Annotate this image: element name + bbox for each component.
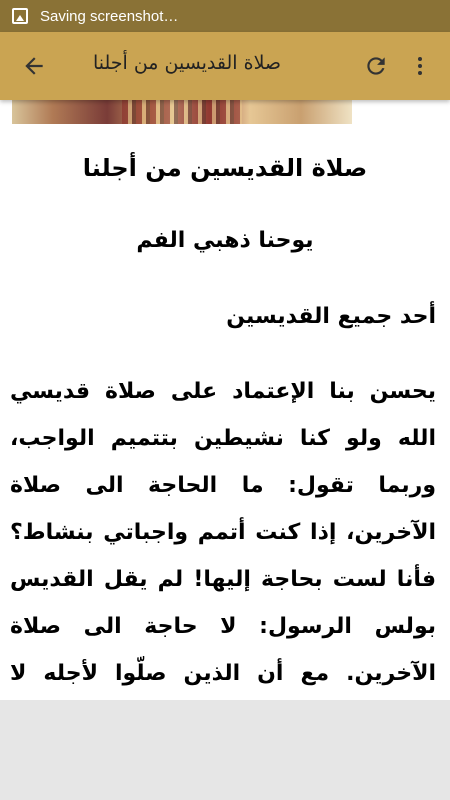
refresh-button[interactable] — [358, 48, 394, 84]
status-bar — [0, 0, 450, 32]
app-bar-title: صلاة القديسين من أجلنا — [92, 52, 282, 74]
article-title: صلاة القديسين من أجلنا — [82, 154, 368, 182]
more-vert-icon — [408, 54, 432, 78]
article-section: أحد جميع القديسين — [226, 304, 436, 329]
header-icon-image — [12, 100, 352, 124]
image-icon — [12, 8, 28, 24]
more-options-button[interactable] — [404, 48, 436, 84]
article-author: يوحنا ذهبي الفم — [136, 228, 314, 253]
status-notification-text: Saving screenshot… — [40, 7, 179, 25]
article-paragraph: يحسن بنا الإعتماد على صلاة قديسي الله ولو كنا نشيطين بتتميم الواجب، وربما تقول: ما الحاجة الى صلاة الآخرين، إذا كنت أتمم واجباتي بنشاط؟ فأنا لست بحاجة إليها! لم يقل القديس بولس الرسول: لا حاجة الى صلاة الآخرين. مع أن الذين صلّوا لأجله لا — [10, 379, 436, 686]
refresh-icon — [363, 53, 389, 79]
back-button[interactable] — [14, 48, 54, 84]
navigation-bar-area — [0, 700, 450, 800]
app-bar — [0, 32, 450, 100]
arrow-back-icon — [21, 53, 47, 79]
icon-ornament — [122, 100, 242, 124]
article-content[interactable] — [0, 124, 450, 700]
